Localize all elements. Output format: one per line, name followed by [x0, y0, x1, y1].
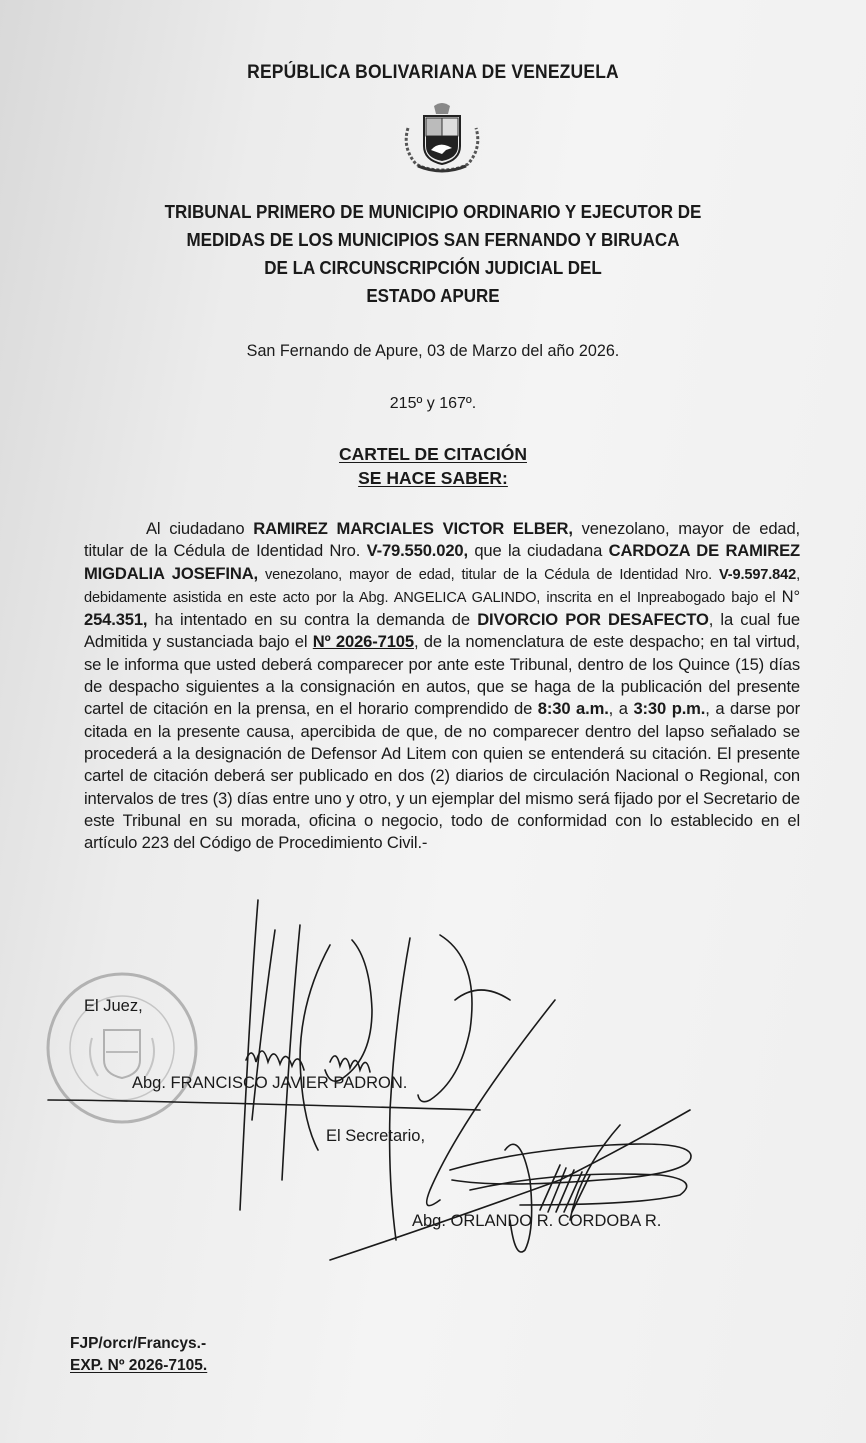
plaintiff-id: V-9.597.842	[719, 566, 797, 583]
plaintiff-name: CARDOZA DE RAMIREZ MIGDALIA JOSEFINA,	[84, 541, 800, 583]
citation-body	[84, 518, 800, 854]
tribunal-line: MEDIDAS DE LOS MUNICIPIOS SAN FERNANDO Y BIRUACA	[186, 229, 680, 250]
country-heading: REPÚBLICA BOLIVARIANA DE VENEZUELA	[247, 62, 619, 83]
inpre-label: N°	[781, 586, 800, 606]
body-text: , debidamente asistida en este acto por la Abg. ANGELICA GALINDO, inscrita en el Inpreabogado bajo el	[84, 566, 800, 606]
body-text: Al ciudadano	[146, 519, 254, 538]
secretary-name: Abg. ORLANDO R. CORDOBA R.	[412, 1212, 662, 1230]
body-text: que la ciudadana	[467, 541, 609, 561]
document-footer	[70, 1333, 207, 1377]
tribunal-line: TRIBUNAL PRIMERO DE MUNICIPIO ORDINARIO Y EJECUTOR DE	[164, 201, 702, 222]
hours-start: 8:30 a.m.	[537, 699, 609, 719]
secretary-label: El Secretario,	[326, 1127, 426, 1145]
body-text: venezolano, mayor de edad, titular de la Cédula de Identidad Nro.	[84, 519, 801, 561]
defendant-name: RAMIREZ MARCIALES VICTOR ELBER,	[253, 519, 573, 538]
body-text: venezolano, mayor de edad, titular de la Cédula de Identidad Nro.	[258, 566, 720, 583]
case-type: DIVORCIO POR DESAFECTO	[477, 610, 709, 630]
body-text: , a	[608, 699, 634, 719]
hours-end: 3:30 p.m.	[633, 699, 706, 719]
tribunal-line: DE LA CIRCUNSCRIPCIÓN JUDICIAL DEL	[264, 257, 602, 278]
tribunal-heading	[35, 198, 832, 310]
document-title	[0, 442, 866, 490]
title-line-2: SE HACE SABER:	[358, 468, 508, 488]
judge-name: Abg. FRANCISCO JAVIER PADRON.	[132, 1074, 408, 1092]
tribunal-line: ESTADO APURE	[366, 285, 500, 306]
expediente-number: EXP. Nº 2026-7105.	[70, 1357, 208, 1374]
venezuela-coat-of-arms-icon	[398, 98, 486, 176]
reference-initials: FJP/orcr/Francys.-	[70, 1335, 207, 1352]
court-seal-icon	[42, 968, 202, 1128]
defendant-id: V-79.550.020,	[366, 541, 468, 561]
title-line-1: CARTEL DE CITACIÓN	[339, 444, 527, 464]
judge-label: El Juez,	[84, 997, 143, 1015]
case-number: Nº 2026-7105	[312, 632, 414, 652]
body-text: ha intentado en su contra la demanda de	[147, 610, 478, 630]
body-text: , de la nomenclatura de este despacho; en tal virtud, se le informa que usted deberá comparecer por ante este Tribunal, dentro de los Quince (15) días de despacho siguientes a la consignación en autos, que se haga de la publicación del presente cartel de citación en la prensa, en el horario comprendido de	[84, 632, 801, 719]
document-date: San Fernando de Apure, 03 de Marzo del año 2026.	[246, 341, 620, 360]
body-text: , a darse por citada en la presente causa, apercibida de que, de no comparecer dentro del lapso señalado se procederá a la designación de Defensor Ad Litem con quien se entenderá su citación. El presente cartel de citación deberá ser publicado en dos (2) diarios de circulación Nacional o Regional, con intervalos de tres (3) días entre uno y otro, y un ejemplar del mismo será fijado por el Secretario de este Tribunal en su morada, oficina o negocio, todo de conformidad con lo establecido en el artículo 223 del Código de Procedimiento Civil.-	[84, 699, 800, 853]
independence-years: 215º y 167º.	[389, 395, 477, 412]
inpre-number: 254.351,	[84, 610, 148, 630]
body-text: , la cual fue Admitida y sustanciada bajo el	[84, 610, 800, 652]
